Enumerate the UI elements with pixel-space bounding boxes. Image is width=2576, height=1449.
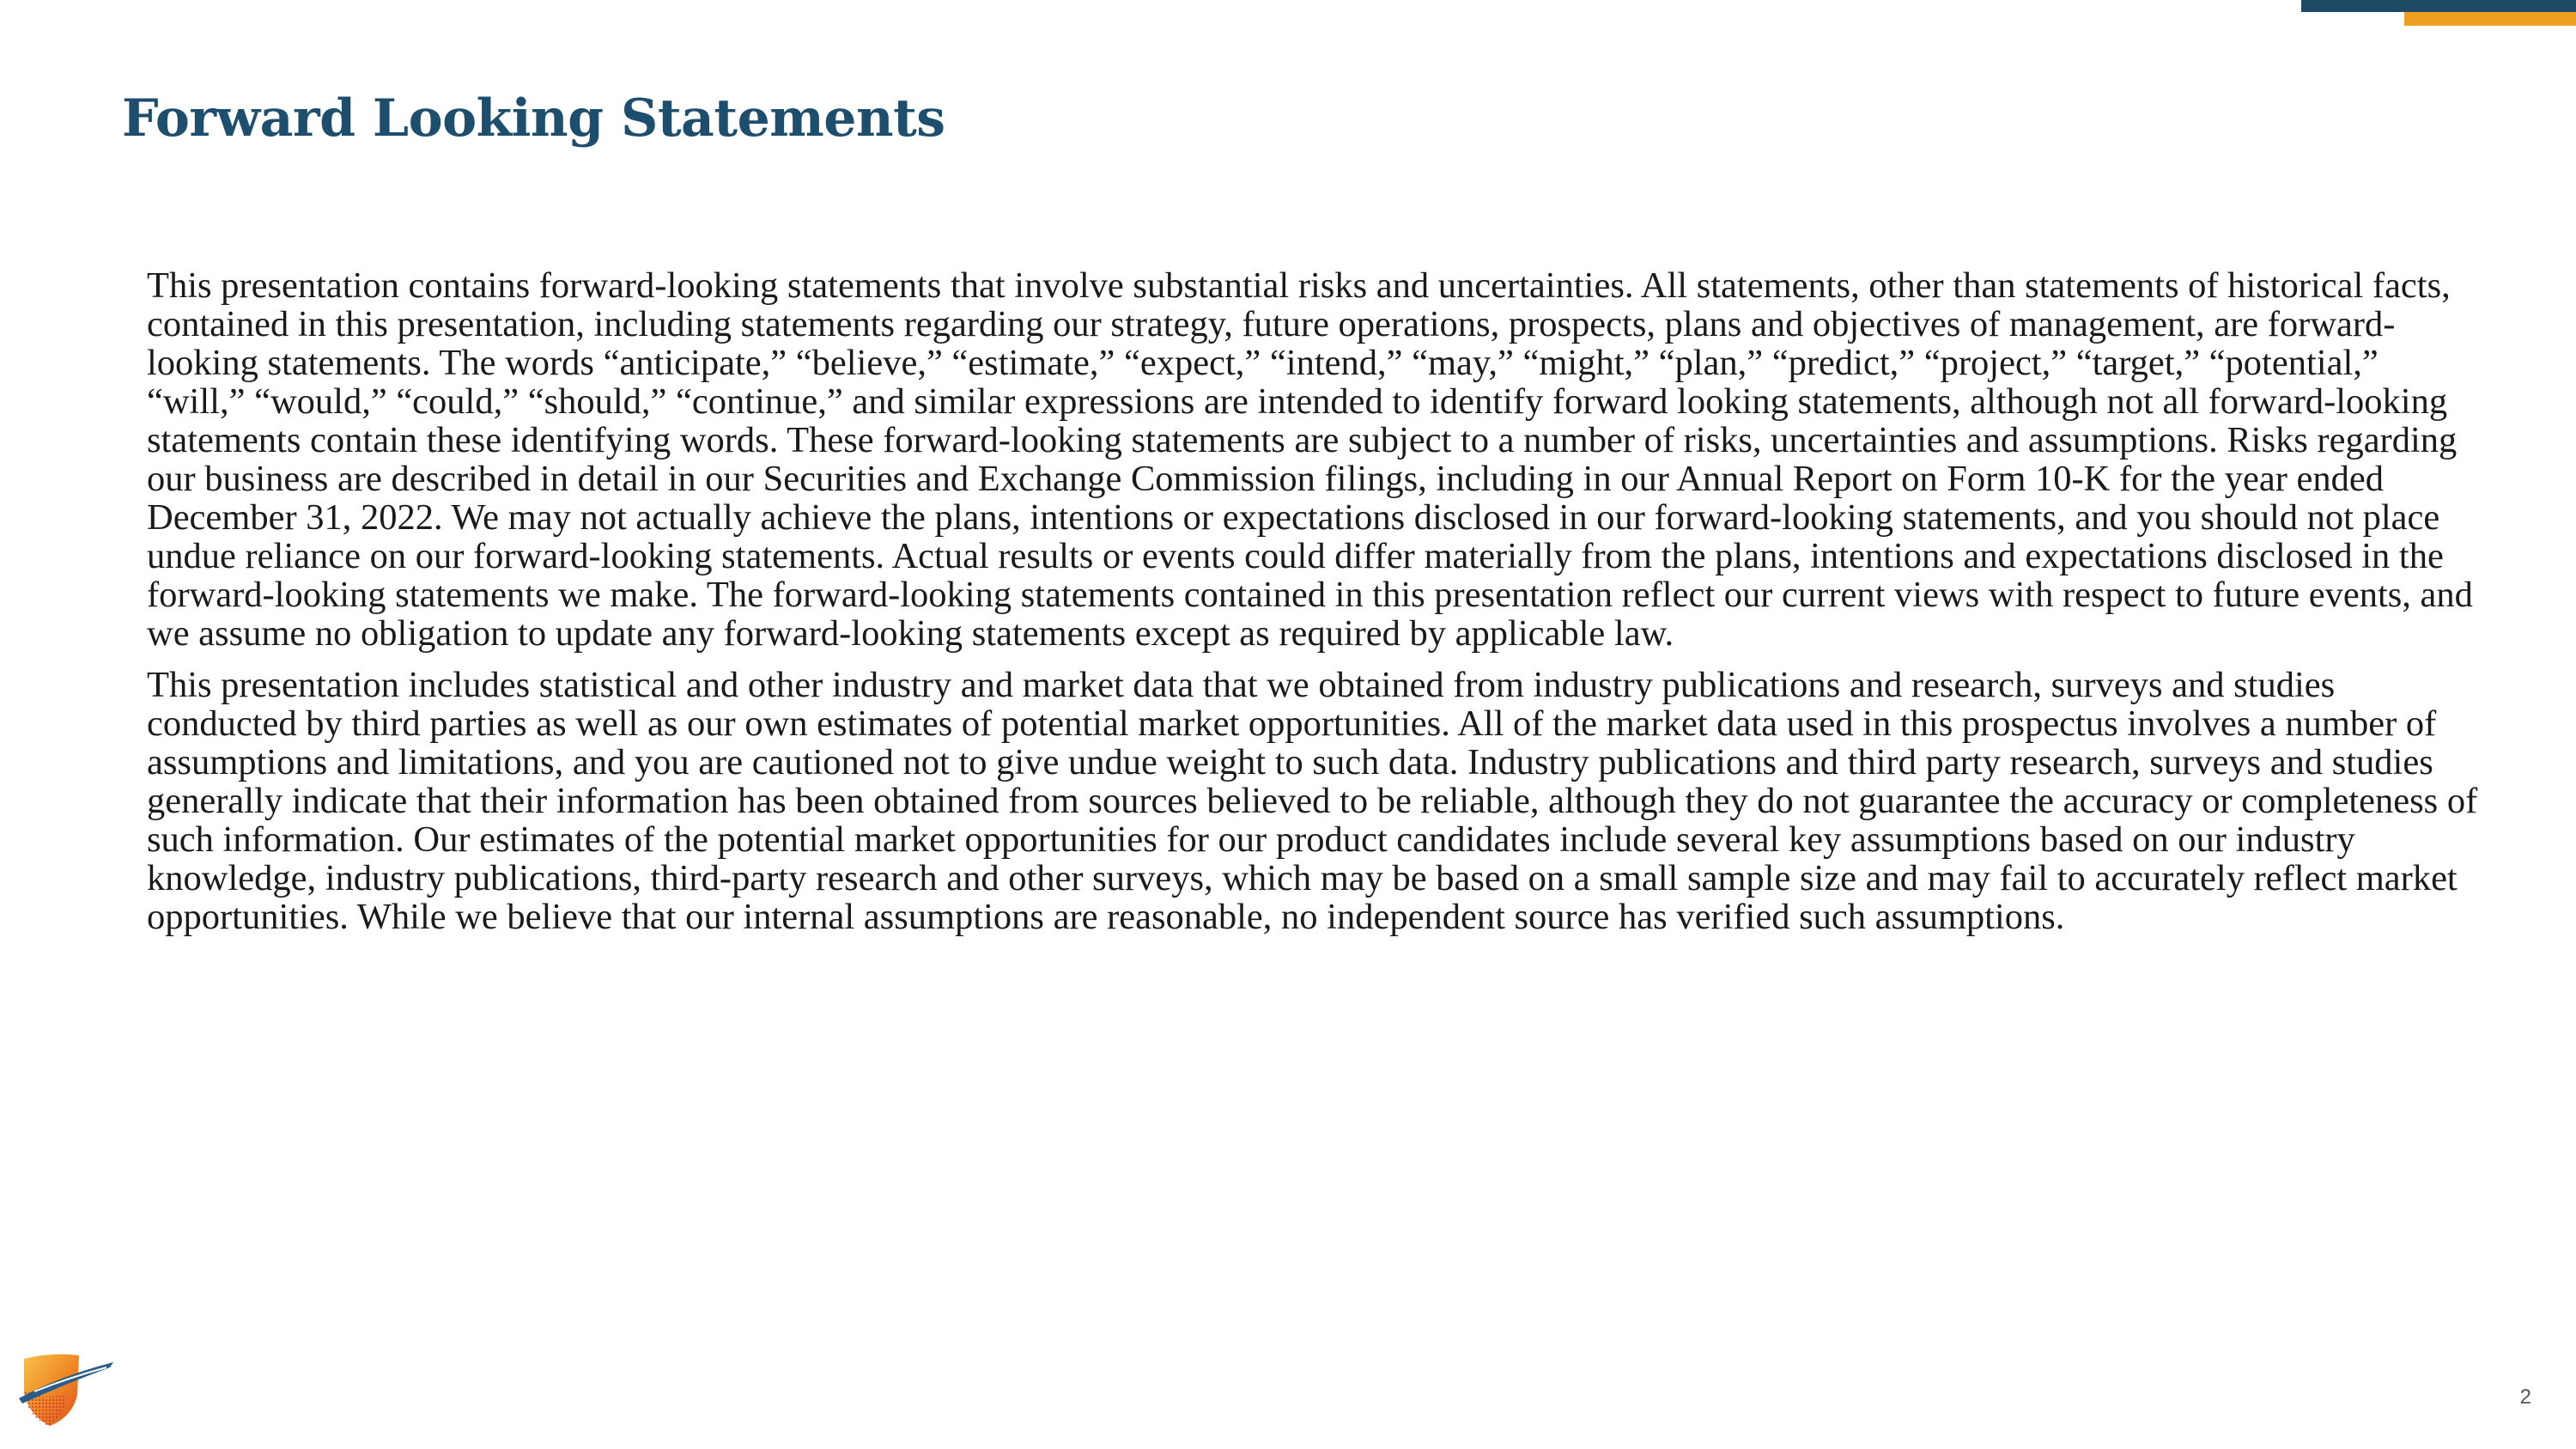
body-text: [147, 266, 2482, 949]
top-accent-bar-orange: [2404, 12, 2576, 26]
page-title: Forward Looking Statements: [122, 88, 945, 149]
paragraph-forward-looking: This presentation contains forward-looking statements that involve substantial risks and uncertainties. All statements, other than statements of historical facts, contained in this presentation, including statements regarding our strategy, future operations, prospects, plans and objectives of management, are forward-looking statements. The words “anticipate,” “believe,” “estimate,” “expect,” “intend,” “may,” “might,” “plan,” “predict,” “project,” “target,” “potential,” “will,” “would,” “could,” “should,” “continue,” and similar expressions are intended to identify forward looking statements, although not all forward-looking statements contain these identifying words. These forward-looking statements are subject to a number of risks, uncertainties and assumptions. Risks regarding our business are described in detail in our Securities and Exchange Commission filings, including in our Annual Report on Form 10-K for the year ended December 31, 2022. We may not actually achieve the plans, intentions or expectations disclosed in our forward-looking statements, and you should not place undue reliance on our forward-looking statements. Actual results or events could differ materially from the plans, intentions and expectations disclosed in the forward-looking statements we make. The forward-looking statements contained in this presentation reflect our current views with respect to future events, and we assume no obligation to update any forward-looking statements except as required by applicable law.: [147, 265, 2473, 654]
paragraph-market-data: This presentation includes statistical and other industry and market data that we obtained from industry publications and research, surveys and studies conducted by third parties as well as our own estimates of potential market opportunities. All of the market data used in this prospectus involves a number of assumptions and limitations, and you are cautioned not to give undue weight to such data. Industry publications and third party research, surveys and studies generally indicate that their information has been obtained from sources believed to be reliable, although they do not guarantee the accuracy or completeness of such information. Our estimates of the potential market opportunities for our product candidates include several key assumptions based on our industry knowledge, industry publications, third-party research and other surveys, which may be based on a small sample size and may fail to accurately reflect market opportunities. While we believe that our internal assumptions are reasonable, no independent source has verified such assumptions.: [147, 665, 2478, 937]
page-number: 2: [2519, 1385, 2531, 1409]
top-accent-bar-blue: [2301, 0, 2576, 12]
company-logo-icon: [17, 1350, 118, 1429]
